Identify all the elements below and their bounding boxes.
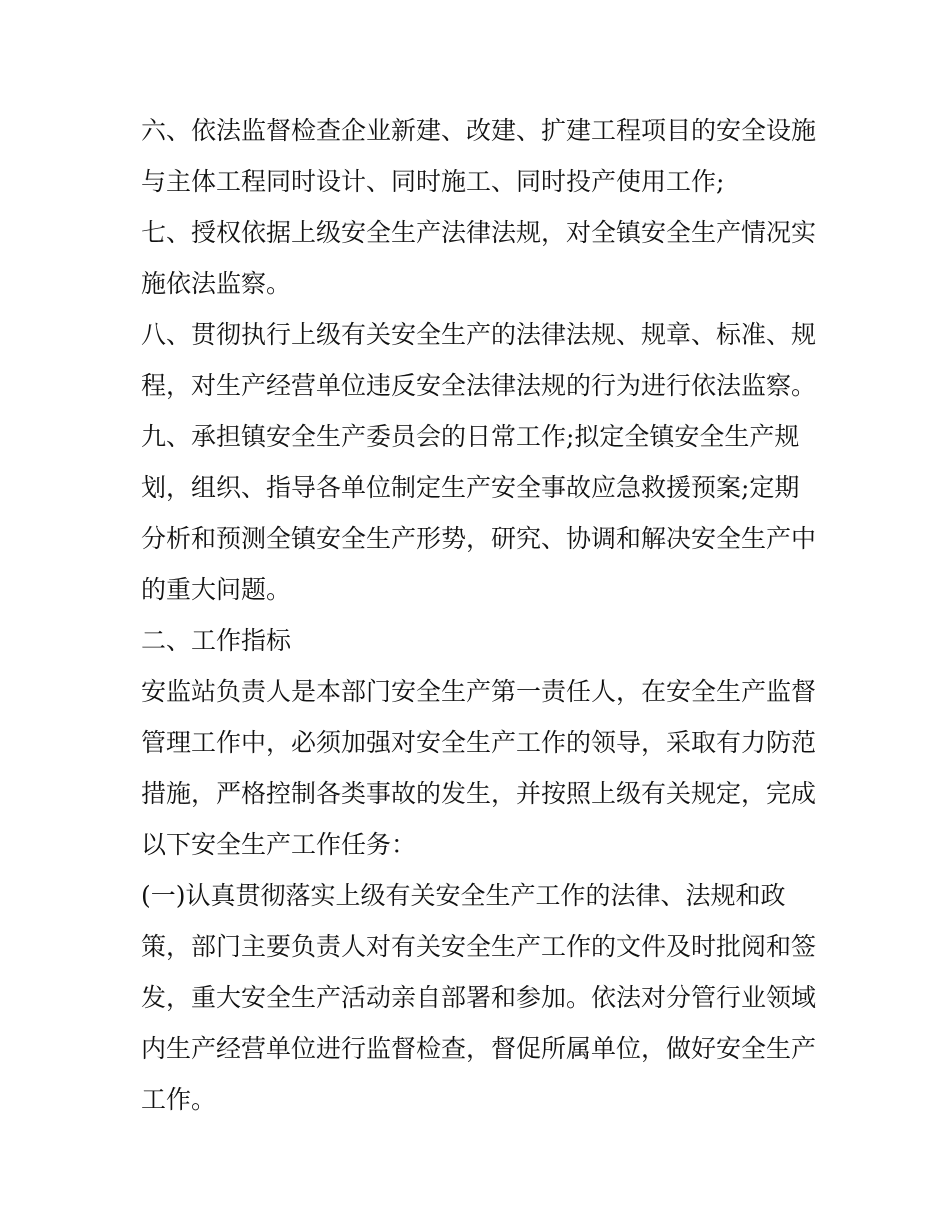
text-line: 管理工作中，必须加强对安全生产工作的领导，采取有力防范 — [141, 728, 817, 757]
text-line: 七、授权依据上级安全生产法律法规，对全镇安全生产情况实 — [141, 218, 817, 247]
text-line: 工作。 — [141, 1085, 217, 1114]
text-line: 策，部门主要负责人对有关安全生产工作的文件及时批阅和签 — [141, 932, 817, 961]
text-line: 划，组织、指导各单位制定生产安全事故应急救援预案;定期 — [141, 473, 800, 502]
text-line: 的重大问题。 — [141, 575, 292, 604]
text-line: (一)认真贯彻落实上级有关安全生产工作的法律、法规和政 — [141, 881, 786, 910]
text-line: 以下安全生产工作任务： — [141, 830, 417, 859]
text-line: 发，重大安全生产活动亲自部署和参加。依法对分管行业领域 — [141, 983, 817, 1012]
text-line: 九、承担镇安全生产委员会的日常工作;拟定全镇安全生产规 — [141, 422, 800, 451]
text-line: 程，对生产经营单位违反安全法律法规的行为进行依法监察。 — [141, 371, 817, 400]
text-line: 内生产经营单位进行监督检查，督促所属单位，做好安全生产 — [141, 1034, 817, 1063]
text-line: 分析和预测全镇安全生产形势，研究、协调和解决安全生产中 — [141, 524, 817, 553]
text-line: 与主体工程同时设计、同时施工、同时投产使用工作; — [141, 167, 725, 196]
text-line: 安监站负责人是本部门安全生产第一责任人，在安全生产监督 — [141, 677, 817, 706]
text-line: 八、贯彻执行上级有关安全生产的法律法规、规章、标准、规 — [141, 320, 817, 349]
text-line: 措施，严格控制各类事故的发生，并按照上级有关规定，完成 — [141, 779, 817, 808]
text-line: 六、依法监督检查企业新建、改建、扩建工程项目的安全设施 — [141, 116, 817, 145]
text-line: 施依法监察。 — [141, 269, 292, 298]
section-heading: 二、工作指标 — [141, 626, 292, 655]
